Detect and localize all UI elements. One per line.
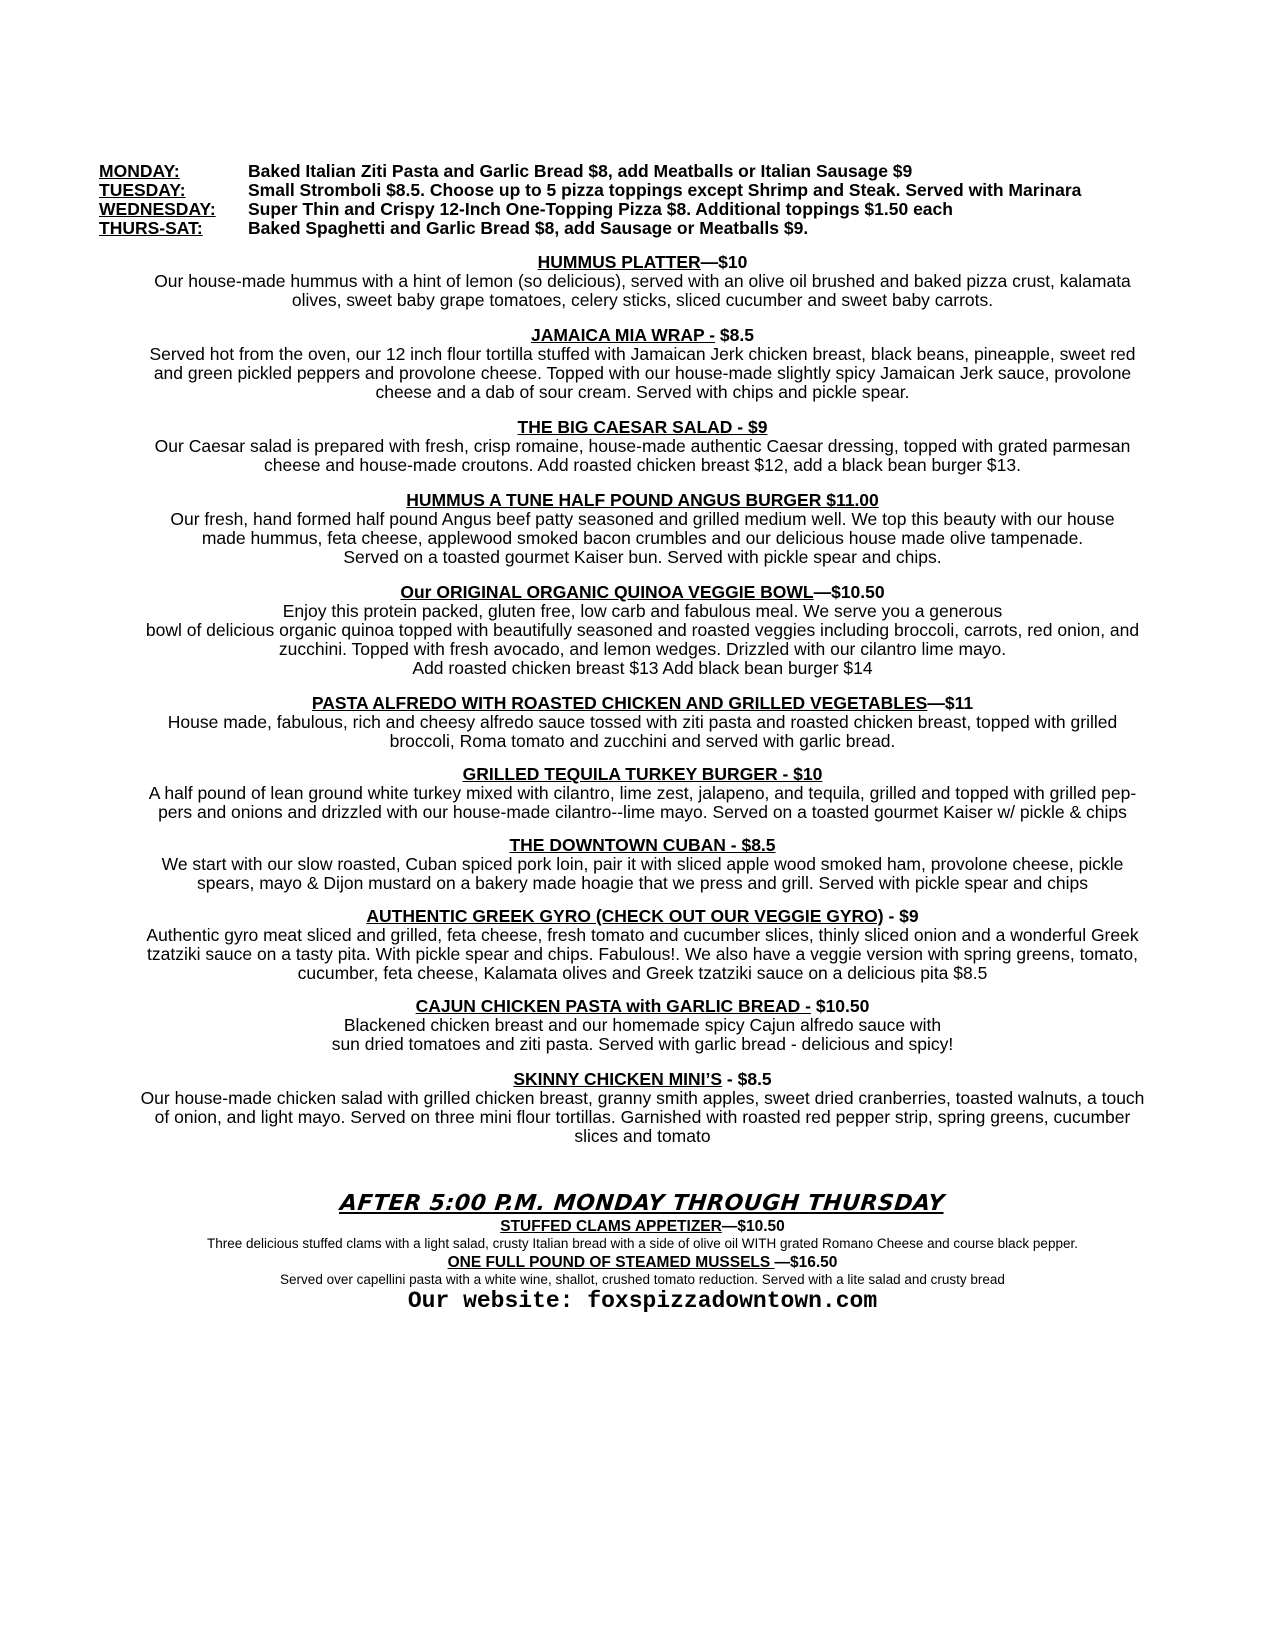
item-title xyxy=(80,491,1205,510)
item-price: - $9 xyxy=(883,906,919,926)
item-desc-line: We start with our slow roasted, Cuban spiced pork loin, pair it with sliced apple wood smoked ham, provolone cheese, pickle xyxy=(161,854,1124,874)
item-price: —$11 xyxy=(927,693,974,713)
item-title xyxy=(80,997,1205,1016)
special-row xyxy=(99,181,1199,200)
item-title xyxy=(80,253,1205,272)
evening-item-title xyxy=(80,1254,1205,1272)
menu-item xyxy=(80,765,1205,822)
special-row xyxy=(99,200,1199,219)
item-title xyxy=(80,418,1205,437)
item-desc-line: Served hot from the oven, our 12 inch flour tortilla stuffed with Jamaican Jerk chicken breast, black beans, pineapple, sweet red xyxy=(149,344,1136,364)
item-title xyxy=(80,907,1205,926)
item-desc-line: Add roasted chicken breast $13 Add black bean burger $14 xyxy=(412,658,873,678)
item-price: —$10 xyxy=(700,252,748,272)
item-title xyxy=(80,583,1205,602)
menu-item xyxy=(80,694,1205,751)
evening-heading: AFTER 5:00 P.M. MONDAY THROUGH THURSDAY xyxy=(339,1191,947,1216)
item-desc-line: cheese and house-made croutons. Add roasted chicken breast $12, add a black bean burger $13. xyxy=(264,455,1021,475)
special-row xyxy=(99,219,1199,238)
item-desc-line: Served on a toasted gourmet Kaiser bun. Served with pickle spear and chips. xyxy=(343,547,942,567)
item-desc-line: bowl of delicious organic quinoa topped with beautifully seasoned and roasted veggies including broccoli, carrots, red onion, and xyxy=(145,620,1140,640)
evening-item-price: —$16.50 xyxy=(774,1254,838,1271)
menu-item xyxy=(80,326,1205,402)
item-name: CAJUN CHICKEN PASTA with GARLIC BREAD - xyxy=(415,996,811,1016)
evening-item-desc: Served over capellini pasta with a white wine, shallot, crushed tomato reduction. Served with a lite salad and crusty bread xyxy=(280,1272,1005,1287)
item-name: PASTA ALFREDO WITH ROASTED CHICKEN AND GRILLED VEGETABLES xyxy=(311,693,928,713)
special-day: TUESDAY: xyxy=(99,180,186,200)
menu-item xyxy=(80,836,1205,893)
item-desc-line: made hummus, feta cheese, applewood smoked bacon crumbles and our delicious house made olive tampenade. xyxy=(201,528,1084,548)
item-price: —$10.50 xyxy=(813,582,885,602)
item-desc-line: Authentic gyro meat sliced and grilled, feta cheese, fresh tomato and cucumber slices, thinly sliced onion and a wonderful Greek xyxy=(146,925,1139,945)
item-desc-line: and green pickled peppers and provolone cheese. Topped with our house-made slightly spicy Jamaican Jerk sauce, provolone xyxy=(153,363,1132,383)
menu-item xyxy=(80,491,1205,567)
item-desc-line: House made, fabulous, rich and cheesy alfredo sauce tossed with ziti pasta and roasted chicken breast, topped with grilled xyxy=(167,712,1118,732)
evening-specials xyxy=(80,1190,1205,1314)
item-desc-line: cucumber, feta cheese, Kalamata olives and Greek tzatziki sauce on a delicious pita $8.5 xyxy=(297,963,988,983)
item-desc-line: slices and tomato xyxy=(574,1126,711,1146)
item-name: Our ORIGINAL ORGANIC QUINOA VEGGIE BOWL xyxy=(400,582,814,602)
special-day: MONDAY: xyxy=(99,161,180,181)
item-price: $8.5 xyxy=(715,325,754,345)
special-day: WEDNESDAY: xyxy=(99,199,216,219)
item-desc-line: spears, mayo & Dijon mustard on a bakery made hoagie that we press and grill. Served with pickle spear and chips xyxy=(196,873,1088,893)
menu-item xyxy=(80,907,1205,983)
evening-item-desc: Three delicious stuffed clams with a light salad, crusty Italian bread with a side of olive oil WITH grated Romano Cheese and course black pepper. xyxy=(207,1236,1078,1251)
item-desc-line: cheese and a dab of sour cream. Served with chips and pickle spear. xyxy=(375,382,910,402)
item-price: $10.50 xyxy=(810,996,870,1016)
item-desc-line: pers and onions and drizzled with our house-made cilantro--lime mayo. Served on a toasted gourmet Kaiser w/ pickle & chips xyxy=(158,802,1127,822)
menu-item xyxy=(80,1070,1205,1146)
item-title xyxy=(80,694,1205,713)
special-desc: Small Stromboli $8.5. Choose up to 5 pizza toppings except Shrimp and Steak. Served with Marinara xyxy=(248,180,1082,200)
evening-item-price: —$10.50 xyxy=(721,1218,785,1235)
item-title xyxy=(80,836,1205,855)
item-desc-line: Our Caesar salad is prepared with fresh, crisp romaine, house-made authentic Caesar dressing, topped with grated parmesan xyxy=(154,436,1131,456)
item-name: HUMMUS A TUNE HALF POUND ANGUS BURGER $11.00 xyxy=(406,490,879,510)
special-desc: Baked Spaghetti and Garlic Bread $8, add Sausage or Meatballs $9. xyxy=(248,218,809,238)
evening-item-title xyxy=(80,1218,1205,1236)
item-name: JAMAICA MIA WRAP - xyxy=(530,325,716,345)
item-desc-line: Blackened chicken breast and our homemade spicy Cajun alfredo sauce with xyxy=(343,1015,942,1035)
item-desc-line: Our fresh, hand formed half pound Angus beef patty seasoned and grilled medium well. We top this beauty with our house xyxy=(170,509,1115,529)
item-desc-line: tzatziki sauce on a tasty pita. With pickle spear and chips. Fabulous!. We also have a veggie version with spring greens, tomato, xyxy=(147,944,1138,964)
special-row xyxy=(99,162,1199,181)
item-desc-line: Our house-made hummus with a hint of lemon (so delicious), served with an olive oil brushed and baked pizza crust, kalamata xyxy=(154,271,1131,291)
menu-item xyxy=(80,583,1205,678)
item-name: HUMMUS PLATTER xyxy=(537,252,701,272)
item-name: AUTHENTIC GREEK GYRO (CHECK OUT OUR VEGGIE GYRO) xyxy=(366,906,884,926)
special-desc: Baked Italian Ziti Pasta and Garlic Bread $8, add Meatballs or Italian Sausage $9 xyxy=(248,161,913,181)
item-desc-line: Our house-made chicken salad with grilled chicken breast, granny smith apples, sweet dried cranberries, toasted walnuts, a touch xyxy=(140,1088,1145,1108)
website-link[interactable]: Our website: foxspizzadowntown.com xyxy=(407,1288,878,1314)
menu-item xyxy=(80,418,1205,475)
evening-item-name: STUFFED CLAMS APPETIZER xyxy=(500,1218,722,1235)
item-title xyxy=(80,326,1205,345)
item-desc-line: Enjoy this protein packed, gluten free, low carb and fabulous meal. We serve you a generous xyxy=(282,601,1003,621)
special-day: THURS-SAT: xyxy=(99,218,203,238)
menu-items xyxy=(80,253,1205,1146)
item-title xyxy=(80,765,1205,784)
item-price: - $8.5 xyxy=(722,1069,772,1089)
item-name: GRILLED TEQUILA TURKEY BURGER - $10 xyxy=(462,764,823,784)
item-desc-line: zucchini. Topped with fresh avocado, and lemon wedges. Drizzled with our cilantro lime mayo. xyxy=(278,639,1007,659)
evening-item-name: ONE FULL POUND OF STEAMED MUSSELS xyxy=(447,1254,775,1271)
menu-item xyxy=(80,997,1205,1054)
item-desc-line: sun dried tomatoes and ziti pasta. Served with garlic bread - delicious and spicy! xyxy=(331,1034,954,1054)
item-desc-line: broccoli, Roma tomato and zucchini and served with garlic bread. xyxy=(389,731,896,751)
daily-specials xyxy=(99,162,1199,238)
item-title xyxy=(80,1070,1205,1089)
item-name: THE BIG CAESAR SALAD - $9 xyxy=(517,417,768,437)
item-desc-line: olives, sweet baby grape tomatoes, celery sticks, sliced cucumber and sweet baby carrots. xyxy=(291,290,994,310)
menu-item xyxy=(80,253,1205,310)
item-name: THE DOWNTOWN CUBAN - $8.5 xyxy=(509,835,776,855)
special-desc: Super Thin and Crispy 12-Inch One-Topping Pizza $8. Additional toppings $1.50 each xyxy=(248,199,953,219)
item-name: SKINNY CHICKEN MINI’S xyxy=(513,1069,723,1089)
item-desc-line: A half pound of lean ground white turkey mixed with cilantro, lime zest, jalapeno, and tequila, grilled and topped with grilled pep- xyxy=(148,783,1137,803)
item-desc-line: of onion, and light mayo. Served on three mini flour tortillas. Garnished with roasted red pepper strip, spring greens, cucumber xyxy=(154,1107,1131,1127)
